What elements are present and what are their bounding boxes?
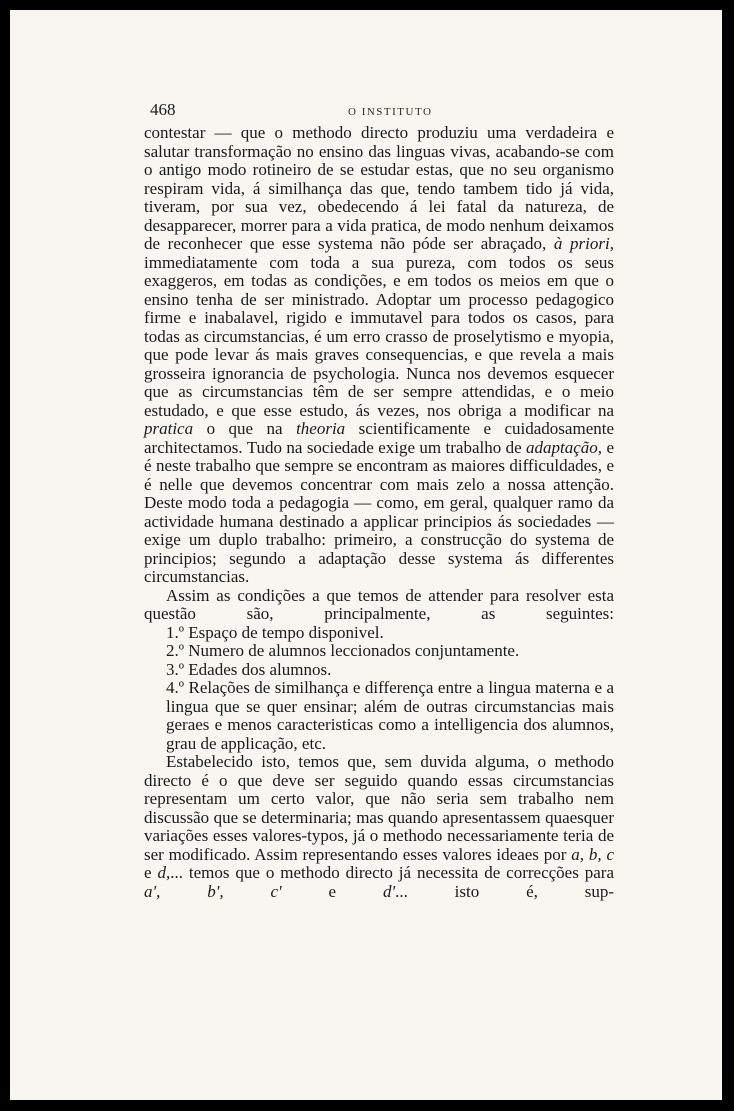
running-head: O INSTITUTO bbox=[348, 106, 433, 118]
paragraph: contestar — que o methodo directo produziu uma verdadeira e salutar transformação no ensino das linguas vivas, acabando-se com o antigo modo rotineiro de se estudar estas, que no seu organismo respiram vida, á similhança das que, tendo tambem tido já vida, tiveram, por sua vez, obedecendo á lei fatal da natureza, de desapparecer, morrer para a vida pratica, de modo nenhum deixamos de reconhecer que esse systema não póde ser abraçado, à priori, immediatamente com toda a sua pureza, com todos os seus exaggeros, em todas as condições, e em todos os meios em que o ensino tenha de ser ministrado. Adoptar um processo pedagogico firme e inabalavel, rigido e immutavel para todos os casos, para todas as circumstancias, é um erro crasso de proselytismo e myopia, que pode levar ás mais graves consequencias, e que revela a mais grosseira ignorancia de psychologia. Nunca nos devemos esquecer que as circumstancias têm de ser sempre attendidas, e o meio estudado, e que esse estudo, ás vezes, nos obriga a modificar na pratica o que na theoria scientificamente e cuidadosamente architectamos. Tudo na sociedade exige um trabalho de adaptação, e é neste trabalho que sempre se encontram as maiores difficuldades, e é nelle que devemos concentrar com mais zelo a nossa attenção. Deste modo toda a pedagogia — como, em geral, qualquer ramo da actividade humana destinado a applicar principios ás sociedades — exige um duplo trabalho: primeiro, a construcção do systema de principios; segundo a adaptação desse systema ás differentes circumstancias. bbox=[144, 123, 615, 586]
list-item: 2.º Numero de alumnos leccionados conjuntamente. bbox=[166, 641, 520, 660]
list-item: 4.º Relações de similhança e differença entre a lingua materna e a lingua que se quer ensinar; além de outras circumstancias mais geraes e menos caracteristicas como a intelligencia dos alumnos, grau de applicação, etc. bbox=[166, 678, 614, 753]
list-item: 3.º Edades dos alumnos. bbox=[166, 659, 332, 679]
body-text bbox=[144, 124, 614, 901]
page-number: 468 bbox=[150, 100, 176, 119]
paragraph: Estabelecido isto, temos que, sem duvida alguma, o methodo directo é o que deve ser seguido quando essas circumstancias representam um certo valor, que não seria sem trabalho nem discussão que se determinaria; mas quando apresentassem quaesquer variações esses valores-typos, já o methodo necessariamente teria de ser modificado. Assim representando esses valores ideaes por a, b, c e d,... temos que o methodo directo já necessita de correcções para a', b', c' e d'... isto é, sup- bbox=[144, 752, 615, 901]
conditions-list bbox=[144, 624, 614, 754]
page-header bbox=[148, 94, 628, 124]
paragraph: Assim as condições a que temos de attender para resolver esta questão são, principalmente, as seguintes: bbox=[144, 585, 614, 623]
list-item: 1.º Espaço de tempo disponivel. bbox=[166, 622, 384, 642]
